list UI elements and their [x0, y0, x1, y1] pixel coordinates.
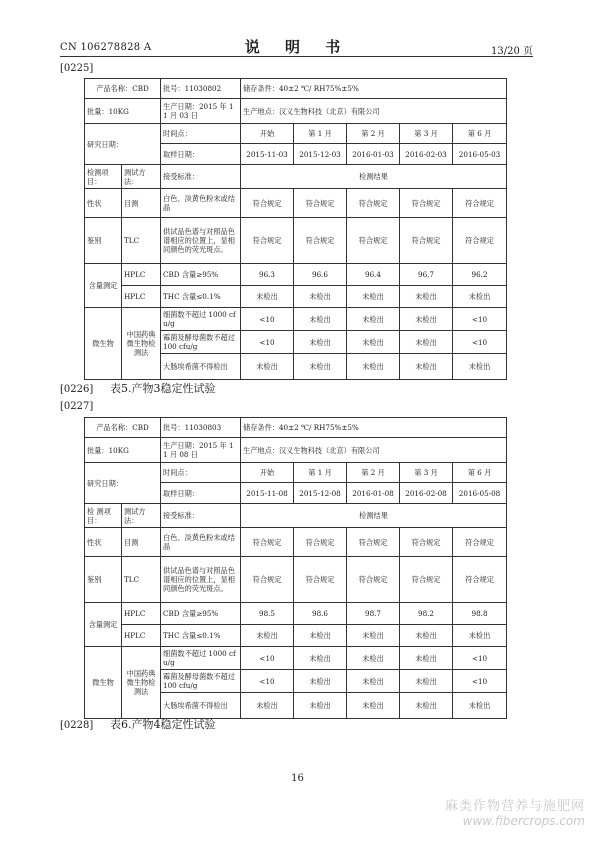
- test-method-header: 测试方法：: [122, 165, 161, 189]
- paragraph-number-0227: [0227]: [60, 401, 94, 412]
- sampling-date-label: 取样日期：: [161, 483, 241, 504]
- row-method: HPLC: [122, 286, 161, 308]
- paragraph-number-0228: [0228]: [60, 720, 94, 731]
- time-point: 第 6 月: [453, 124, 507, 144]
- table-row: [85, 418, 507, 438]
- sampling-date: 2016-05-03: [453, 144, 507, 165]
- time-point: 第 6 月: [453, 463, 507, 483]
- result-cell: <10: [453, 331, 507, 354]
- row-standard: THC 含量≤0.1%: [161, 625, 241, 647]
- row-item: 鉴别: [85, 218, 122, 264]
- result-cell: 符合规定: [241, 189, 294, 218]
- row-method: 目测: [122, 528, 161, 557]
- result-cell: 符合规定: [241, 557, 294, 603]
- table-row: [85, 438, 507, 463]
- test-method-header: 测试方法：: [122, 504, 161, 528]
- time-point: 第 3 月: [400, 124, 453, 144]
- table-row: [85, 528, 507, 557]
- sampling-date: 2016-02-03: [400, 144, 453, 165]
- microbial-item: 微生物: [85, 308, 122, 380]
- paragraph-number-0225: [0225]: [60, 63, 94, 74]
- result-cell: 未检出: [400, 693, 453, 719]
- result-cell: 符合规定: [453, 189, 507, 218]
- stability-table-product-4: [84, 417, 507, 719]
- batch-number: 批号：11030802: [161, 79, 241, 99]
- sampling-date: 2015-11-03: [241, 144, 294, 165]
- time-point: 第 1 月: [294, 463, 347, 483]
- result-cell: 符合规定: [400, 528, 453, 557]
- result-cell: 未检出: [294, 693, 347, 719]
- result-cell: 未检出: [347, 331, 400, 354]
- result-cell: 符合规定: [400, 557, 453, 603]
- test-item-header: 检 测项目：: [85, 504, 122, 528]
- table-row: [85, 557, 507, 603]
- result-cell: 未检出: [241, 286, 294, 308]
- content-assay-item: 含量测定: [85, 264, 122, 308]
- row-standard: 白色、淡黄色粉末或结晶: [161, 528, 241, 557]
- microbial-method: 中国药典微生物检测法: [122, 308, 161, 380]
- time-point: 第 2 月: [347, 463, 400, 483]
- result-cell: 未检出: [400, 354, 453, 380]
- result-cell: 符合规定: [347, 189, 400, 218]
- sampling-date: 2016-05-08: [453, 483, 507, 504]
- result-cell: 未检出: [294, 354, 347, 380]
- result-cell: 未检出: [400, 625, 453, 647]
- row-method: HPLC: [122, 625, 161, 647]
- production-site: 生产地点：汉义生物科技（北京）有限公司: [241, 438, 507, 463]
- test-item-header: 检测项目：: [85, 165, 122, 189]
- row-standard: 霉菌及酵母菌数不超过 100 cfu/g: [161, 670, 241, 693]
- sampling-date: 2016-01-08: [347, 483, 400, 504]
- result-cell: <10: [241, 670, 294, 693]
- result-cell: 符合规定: [347, 557, 400, 603]
- storage-conditions: 储存条件：40±2 ℃/ RH75%±5%: [241, 418, 507, 438]
- result-cell: 符合规定: [453, 218, 507, 264]
- result-cell: 未检出: [400, 647, 453, 670]
- result-cell: 符合规定: [241, 528, 294, 557]
- time-point: 开始: [241, 463, 294, 483]
- production-date: 生产日期：2015 年 11 月 03 日: [161, 99, 241, 124]
- row-standard: 供试品色谱与对照品色谱相应的位置上，显相同颜色的荧光斑点。: [161, 557, 241, 603]
- publication-number: CN 106278828 A: [60, 42, 152, 53]
- result-cell: 未检出: [400, 286, 453, 308]
- table-row: [85, 99, 507, 124]
- result-cell: 符合规定: [453, 528, 507, 557]
- row-standard: 大肠埃希菌不得检出: [161, 693, 241, 719]
- row-standard: 供试品色谱与对照品色谱相应的位置上，显相同颜色的荧光斑点。: [161, 218, 241, 264]
- sampling-date: 2015-12-08: [294, 483, 347, 504]
- results-header: 检测结果: [241, 504, 507, 528]
- header-rule: [60, 56, 533, 57]
- time-point: 第 2 月: [347, 124, 400, 144]
- row-standard: 细菌数不超过 1000 cfu/g: [161, 647, 241, 670]
- result-cell: 符合规定: [294, 557, 347, 603]
- table-5-caption: [60, 380, 216, 396]
- row-standard: 细菌数不超过 1000 cfu/g: [161, 308, 241, 331]
- result-cell: 98.5: [241, 603, 294, 625]
- row-method: HPLC: [122, 603, 161, 625]
- row-method: TLC: [122, 218, 161, 264]
- result-cell: 未检出: [347, 693, 400, 719]
- row-method: 目测: [122, 189, 161, 218]
- result-cell: 未检出: [294, 286, 347, 308]
- watermark-url: www.fibercrops.com: [462, 814, 585, 828]
- result-cell: 符合规定: [294, 218, 347, 264]
- document-title: 说 明 书: [244, 38, 351, 56]
- paragraph-number-0226: [0226]: [60, 384, 94, 395]
- row-item: 性状: [85, 189, 122, 218]
- page-number: 16: [291, 773, 304, 784]
- batch-number: 批号：11030803: [161, 418, 241, 438]
- table-6-caption: [60, 716, 216, 732]
- caption-text: 表5.产物3稳定性试验: [110, 382, 216, 395]
- batch-size: 批量：10KG: [85, 438, 161, 463]
- table-row: [85, 463, 507, 483]
- result-cell: <10: [241, 647, 294, 670]
- stability-table-product-3: [84, 78, 507, 380]
- result-cell: 未检出: [347, 670, 400, 693]
- result-cell: 未检出: [400, 308, 453, 331]
- time-point: 第 3 月: [400, 463, 453, 483]
- study-date-label: 研究日期：: [85, 124, 161, 165]
- result-cell: 符合规定: [400, 218, 453, 264]
- result-cell: 96.4: [347, 264, 400, 286]
- result-cell: 未检出: [400, 670, 453, 693]
- row-standard: CBD 含量≥95%: [161, 603, 241, 625]
- microbial-method: 中国药典微生物检测法: [122, 647, 161, 719]
- watermark: [445, 795, 585, 828]
- table-row: [85, 647, 507, 670]
- result-cell: 未检出: [347, 308, 400, 331]
- result-cell: 96.6: [294, 264, 347, 286]
- row-method: HPLC: [122, 264, 161, 286]
- result-cell: 未检出: [453, 693, 507, 719]
- table-row: [85, 218, 507, 264]
- result-cell: 未检出: [241, 625, 294, 647]
- result-cell: 未检出: [294, 625, 347, 647]
- table-row: [85, 79, 507, 99]
- time-point-label: 时间点：: [161, 124, 241, 144]
- batch-size: 批量：10KG: [85, 99, 161, 124]
- result-cell: 符合规定: [400, 189, 453, 218]
- result-cell: 未检出: [294, 670, 347, 693]
- table-row: [85, 286, 507, 308]
- result-cell: 符合规定: [347, 218, 400, 264]
- table-row: [85, 124, 507, 144]
- result-cell: <10: [453, 308, 507, 331]
- table-row: [85, 264, 507, 286]
- table-row: [85, 625, 507, 647]
- table-row: [85, 603, 507, 625]
- result-cell: <10: [241, 331, 294, 354]
- content-assay-item: 含量测定: [85, 603, 122, 647]
- result-cell: 未检出: [294, 308, 347, 331]
- sampling-date: 2016-02-08: [400, 483, 453, 504]
- row-standard: CBD 含量≥95%: [161, 264, 241, 286]
- sampling-date: 2015-12-03: [294, 144, 347, 165]
- result-cell: <10: [453, 670, 507, 693]
- row-item: 性状: [85, 528, 122, 557]
- product-name: 产品名称：CBD: [85, 79, 161, 99]
- result-cell: 96.2: [453, 264, 507, 286]
- result-cell: 未检出: [241, 354, 294, 380]
- result-cell: 符合规定: [294, 189, 347, 218]
- row-standard: THC 含量≤0.1%: [161, 286, 241, 308]
- result-cell: 未检出: [347, 354, 400, 380]
- watermark-title: 麻类作物营养与施肥网: [444, 799, 585, 814]
- table-row: [85, 165, 507, 189]
- row-standard: 白色、淡黄色粉末或结晶: [161, 189, 241, 218]
- product-name: 产品名称：CBD: [85, 418, 161, 438]
- table-row: [85, 189, 507, 218]
- result-cell: 未检出: [453, 625, 507, 647]
- result-cell: 未检出: [347, 647, 400, 670]
- sampling-date-label: 取样日期：: [161, 144, 241, 165]
- result-cell: 98.6: [294, 603, 347, 625]
- result-cell: 96.7: [400, 264, 453, 286]
- time-point: 开始: [241, 124, 294, 144]
- production-site: 生产地点：汉义生物科技（北京）有限公司: [241, 99, 507, 124]
- study-date-label: 研究日期：: [85, 463, 161, 504]
- result-cell: 符合规定: [453, 557, 507, 603]
- result-cell: 未检出: [453, 354, 507, 380]
- results-header: 检测结果: [241, 165, 507, 189]
- result-cell: 未检出: [347, 286, 400, 308]
- row-item: 鉴别: [85, 557, 122, 603]
- result-cell: 98.2: [400, 603, 453, 625]
- sampling-date: 2015-11-08: [241, 483, 294, 504]
- row-standard: 大肠埃希菌不得检出: [161, 354, 241, 380]
- time-point-label: 时间点：: [161, 463, 241, 483]
- row-standard: 霉菌及酵母菌数不超过 100 cfu/g: [161, 331, 241, 354]
- microbial-item: 微生物: [85, 647, 122, 719]
- time-point: 第 1 月: [294, 124, 347, 144]
- result-cell: 未检出: [347, 625, 400, 647]
- acceptance-header: 接受标准：: [161, 165, 241, 189]
- production-date: 生产日期：2015 年 11 月 08 日: [161, 438, 241, 463]
- result-cell: 98.7: [347, 603, 400, 625]
- result-cell: 符合规定: [294, 528, 347, 557]
- result-cell: 未检出: [400, 331, 453, 354]
- result-cell: 未检出: [453, 286, 507, 308]
- table-row: [85, 504, 507, 528]
- row-method: TLC: [122, 557, 161, 603]
- result-cell: 未检出: [294, 647, 347, 670]
- acceptance-header: 接受标准：: [161, 504, 241, 528]
- page-count: 13/20 页: [491, 46, 533, 57]
- result-cell: 98.8: [453, 603, 507, 625]
- result-cell: 未检出: [241, 693, 294, 719]
- result-cell: 符合规定: [241, 218, 294, 264]
- caption-text: 表6.产物4稳定性试验: [110, 718, 216, 731]
- result-cell: <10: [453, 647, 507, 670]
- storage-conditions: 储存条件：40±2 ℃/ RH75%±5%: [241, 79, 507, 99]
- result-cell: 符合规定: [347, 528, 400, 557]
- table-row: [85, 308, 507, 331]
- result-cell: 96.3: [241, 264, 294, 286]
- result-cell: <10: [241, 308, 294, 331]
- result-cell: 未检出: [294, 331, 347, 354]
- sampling-date: 2016-01-03: [347, 144, 400, 165]
